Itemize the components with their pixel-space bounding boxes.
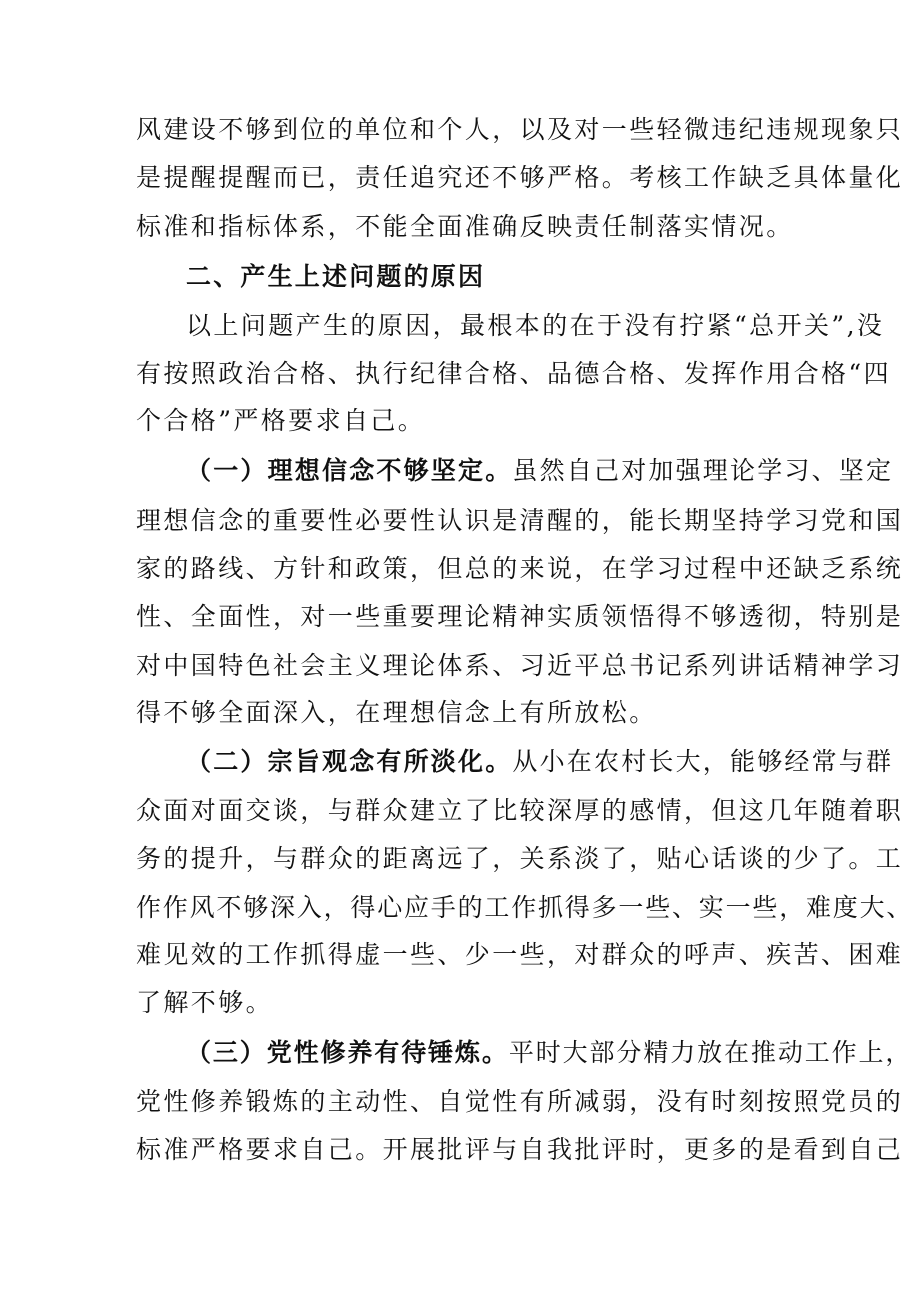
paragraph-line: 标准严格要求自己。开展批评与自我批评时，更多的是看到自己 xyxy=(136,1135,904,1164)
paragraph-line: 对中国特色社会主义理论体系、习近平总书记系列讲话精神学习 xyxy=(136,651,904,680)
item-one-heading: （一）理想信念不够坚定。 xyxy=(186,456,513,485)
paragraph-line: 难见效的工作抓得虚一些、少一些，对群众的呼声、疾苦、困难 xyxy=(136,940,904,969)
paragraph-line: 是提醒提醒而已，责任追究还不够严格。考核工作缺乏具体量化 xyxy=(136,163,904,192)
paragraph-line: 家的路线、方针和政策，但总的来说，在学习过程中还缺乏系统 xyxy=(136,554,904,583)
section-heading: 二、产生上述问题的原因 xyxy=(186,262,486,291)
paragraph-line: 理想信念的重要性必要性认识是清醒的，能长期坚持学习党和国 xyxy=(136,506,904,535)
item-three-first-line xyxy=(186,1029,913,1077)
paragraph-line: 众面对面交谈，与群众建立了比较深厚的感情，但这几年随着职 xyxy=(136,796,904,825)
item-two-heading: （二）宗旨观念有所淡化。 xyxy=(186,747,513,776)
paragraph-line: 得不够全面深入，在理想信念上有所放松。 xyxy=(136,698,657,727)
item-two-text: 从小在农村长大，能够经常与群 xyxy=(512,747,894,776)
item-three-heading: （三）党性修养有待锤炼。 xyxy=(186,1038,509,1067)
paragraph-line: 标准和指标体系，不能全面准确反映责任制落实情况。 xyxy=(136,212,794,241)
item-three-text: 平时大部分精力放在推动工作上， xyxy=(508,1038,913,1067)
paragraph-line: 个合格”严格要求自己。 xyxy=(136,406,426,435)
item-one-first-line xyxy=(186,447,894,495)
paragraph-line: 党性修养锻炼的主动性、自觉性有所减弱，没有时刻按照党员的 xyxy=(136,1087,904,1116)
item-two-first-line xyxy=(186,738,894,786)
paragraph-line: 有按照政治合格、执行纪律合格、品德合格、发挥作用合格“四 xyxy=(136,359,891,388)
paragraph-line: 作作风不够深入，得心应手的工作抓得多一些、实一些，难度大、 xyxy=(136,893,914,922)
paragraph-line: 以上问题产生的原因，最根本的在于没有拧紧“总开关”,没 xyxy=(186,311,885,340)
item-one-text: 虽然自己对加强理论学习、坚定 xyxy=(512,456,894,485)
paragraph-line: 风建设不够到位的单位和个人，以及对一些轻微违纪违规现象只 xyxy=(136,115,904,144)
paragraph-line: 性、全面性，对一些重要理论精神实质领悟得不够透彻，特别是 xyxy=(136,602,904,631)
paragraph-line: 务的提升，与群众的距离远了，关系淡了，贴心话谈的少了。工 xyxy=(136,844,904,873)
paragraph-line: 了解不够。 xyxy=(136,988,274,1017)
